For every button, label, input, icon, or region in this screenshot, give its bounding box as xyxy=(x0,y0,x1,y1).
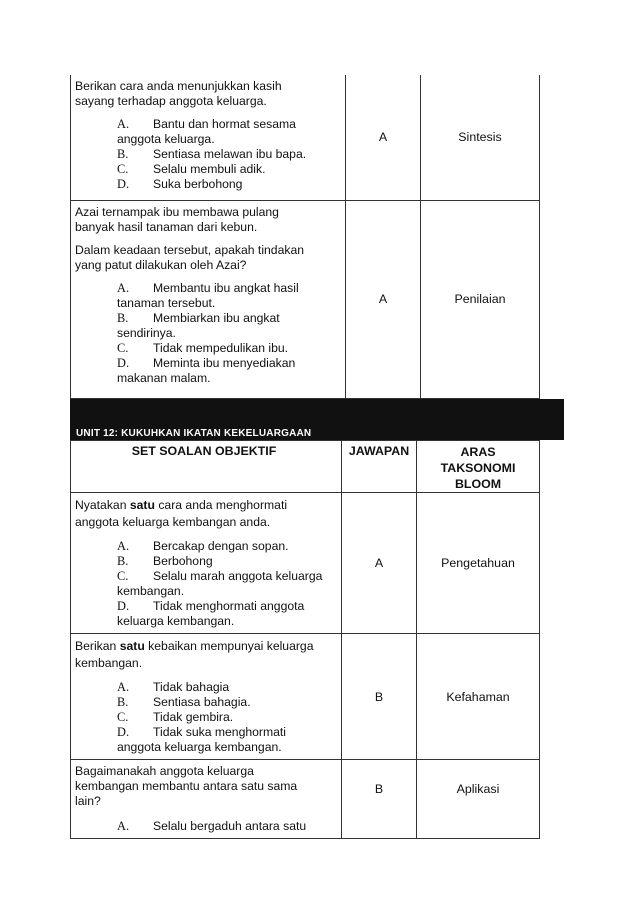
question-text-2 xyxy=(75,243,341,273)
question-text xyxy=(75,205,341,235)
question-text xyxy=(75,497,337,531)
unit-title: UNIT 12: KUKUHKAN IKATAN KEKELUARGAAN xyxy=(70,427,564,440)
option-a: A. Membantu ibu angkat hasil xyxy=(117,280,299,295)
option-b: B. Sentiasa melawan ibu bapa. xyxy=(117,147,307,161)
table-row xyxy=(71,493,540,634)
answer-cell: B xyxy=(342,634,417,760)
option-b: B. Membiarkan ibu angkat xyxy=(117,310,280,325)
options-list xyxy=(117,680,337,755)
question-text xyxy=(75,764,337,809)
options-list xyxy=(117,281,341,386)
option-a: A. Bercakap dengan sopan. xyxy=(117,539,289,553)
top-question-table-wrap xyxy=(70,75,540,399)
bottom-question-table-wrap xyxy=(70,440,540,839)
answer-cell: A xyxy=(346,200,421,398)
question-line: banyak hasil tanaman dari kebun. xyxy=(75,219,258,234)
table-header-row xyxy=(71,441,540,493)
answer-cell: A xyxy=(342,493,417,634)
question-line: Dalam keadaan tersebut, apakah tindakan xyxy=(75,242,305,257)
header-line: TAKSONOMI xyxy=(440,461,516,475)
option-d-cont: makanan malam. xyxy=(117,370,211,385)
header-aras xyxy=(417,441,540,493)
option-c: C. Selalu membuli adik. xyxy=(117,162,266,176)
option-b-cont: sendirinya. xyxy=(117,325,176,340)
question-line: Berikan satu kebaikan mempunyai keluarga xyxy=(75,639,314,653)
question-cell xyxy=(71,493,342,634)
option-c: C. Selalu marah anggota keluarga xyxy=(117,569,323,583)
question-line: Nyatakan satu cara anda menghormati xyxy=(75,498,288,512)
bottom-question-table xyxy=(70,440,540,839)
option-a: A. Tidak bahagia xyxy=(117,680,230,694)
option-b: B. Sentiasa bahagia. xyxy=(117,695,251,709)
option-d: D. Tidak suka menghormati xyxy=(117,725,286,739)
option-d: D. Tidak menghormati anggota xyxy=(117,599,305,613)
question-text xyxy=(75,79,341,109)
table-row xyxy=(71,760,540,839)
header-set-soalan: SET SOALAN OBJEKTIF xyxy=(71,441,342,493)
option-a: A. Bantu dan hormat sesama xyxy=(117,117,296,131)
question-line: lain? xyxy=(75,794,101,808)
question-line: Bagaimanakah anggota keluarga xyxy=(75,764,254,778)
header-line: ARAS xyxy=(460,445,496,459)
question-line: yang patut dilakukan oleh Azai? xyxy=(75,257,247,272)
level-cell: Pengetahuan xyxy=(417,493,540,634)
question-line: kembangan. xyxy=(75,656,143,670)
option-b: B. Berbohong xyxy=(117,554,213,568)
question-cell xyxy=(71,634,342,760)
question-cell xyxy=(71,760,342,839)
option-d-cont: keluarga kembangan. xyxy=(117,614,235,628)
option-d: D. Meminta ibu menyediakan xyxy=(117,355,296,370)
table-row xyxy=(71,75,540,200)
options-list xyxy=(117,117,341,192)
question-line: anggota keluarga kembangan anda. xyxy=(75,515,271,529)
question-line: Azai ternampak ibu membawa pulang xyxy=(75,204,279,219)
question-line: Berikan cara anda menunjukkan kasih xyxy=(75,79,282,93)
table-row xyxy=(71,200,540,398)
options-list xyxy=(117,539,337,629)
unit-divider-band xyxy=(70,399,564,427)
level-cell: Aplikasi xyxy=(417,760,540,839)
answer-cell: B xyxy=(342,760,417,839)
option-c: C. Tidak gembira. xyxy=(117,710,234,724)
top-question-table xyxy=(70,75,540,399)
question-cell xyxy=(71,75,346,200)
option-a: A. Selalu bergaduh antara satu xyxy=(117,819,307,833)
option-d: D. Suka berbohong xyxy=(117,177,243,191)
header-line: BLOOM xyxy=(454,477,502,491)
level-cell: Sintesis xyxy=(421,75,540,200)
option-c: C. Tidak mempedulikan ibu. xyxy=(117,340,289,355)
option-d-cont: anggota keluarga kembangan. xyxy=(117,740,282,754)
question-text xyxy=(75,638,337,672)
header-jawapan: JAWAPAN xyxy=(342,441,417,493)
level-cell: Kefahaman xyxy=(417,634,540,760)
option-a-cont: tanaman tersebut. xyxy=(117,295,216,310)
question-line: kembangan membantu antara satu sama xyxy=(75,779,298,793)
options-list xyxy=(117,819,337,834)
question-line: sayang terhadap anggota keluarga. xyxy=(75,94,267,108)
option-c-cont: kembangan. xyxy=(117,584,185,598)
question-cell xyxy=(71,200,346,398)
option-a-cont: anggota keluarga. xyxy=(117,132,215,146)
answer-cell: A xyxy=(346,75,421,200)
level-cell: Penilaian xyxy=(421,200,540,398)
table-row xyxy=(71,634,540,760)
